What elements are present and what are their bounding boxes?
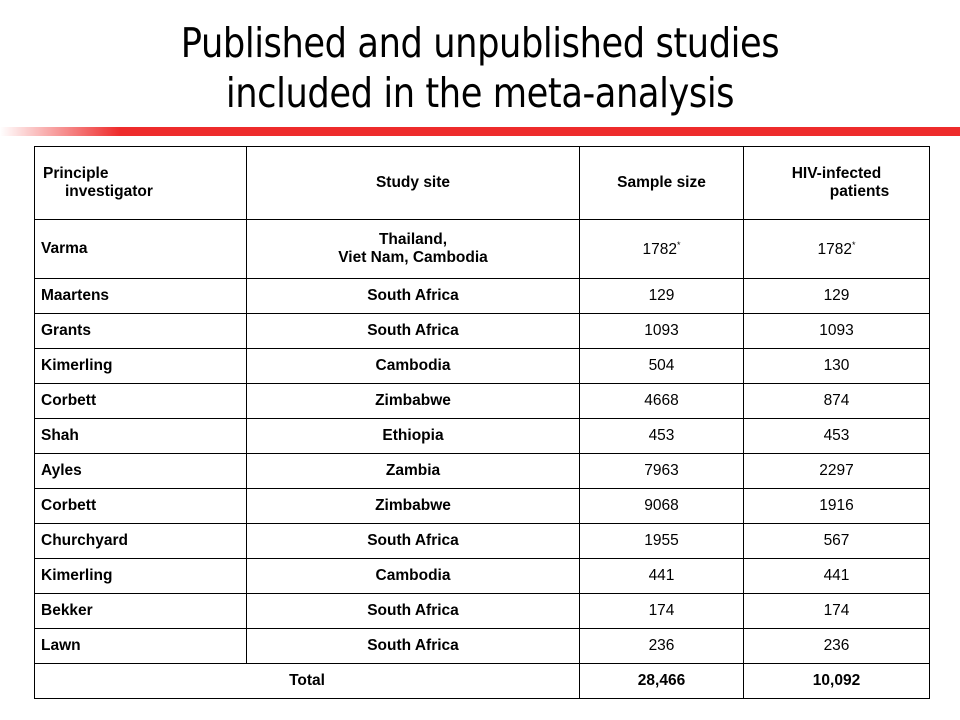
sample-size-cell: 504 — [580, 349, 744, 384]
hiv-patients-value: 1782 — [817, 240, 852, 258]
table-row — [35, 419, 930, 454]
hiv-patients-cell: 441 — [744, 559, 930, 594]
hiv-patients-cell: 453 — [744, 419, 930, 454]
header-investigator-line2: investigator — [65, 183, 153, 200]
sample-size-cell: 129 — [580, 279, 744, 314]
slide-title-line1: Published and unpublished studies — [180, 19, 780, 67]
investigator-cell: Bekker — [35, 594, 247, 629]
sample-size-cell: 7963 — [580, 454, 744, 489]
table-row — [35, 594, 930, 629]
sample-size-cell: 1093 — [580, 314, 744, 349]
investigator-cell: Corbett — [35, 489, 247, 524]
study-site-cell: Zambia — [247, 454, 580, 489]
studies-table — [34, 146, 930, 699]
title-accent-bar — [0, 127, 960, 136]
sample-size-cell: 9068 — [580, 489, 744, 524]
investigator-cell: Churchyard — [35, 524, 247, 559]
total-label: Total — [35, 664, 580, 699]
header-study-site: Study site — [247, 147, 580, 220]
study-site-cell: Ethiopia — [247, 419, 580, 454]
header-hiv-line2: patients — [829, 183, 890, 200]
investigator-cell: Shah — [35, 419, 247, 454]
hiv-patients-cell: 1916 — [744, 489, 930, 524]
sample-size-cell: 174 — [580, 594, 744, 629]
study-site-cell: South Africa — [247, 279, 580, 314]
slide-title-line2: included in the meta-analysis — [225, 69, 735, 117]
investigator-cell: Maartens — [35, 279, 247, 314]
sample-size-cell: 441 — [580, 559, 744, 594]
sample-size-value: 1782 — [642, 240, 677, 258]
study-site-cell — [247, 220, 580, 279]
investigator-cell: Kimerling — [35, 349, 247, 384]
hiv-patients-cell: 130 — [744, 349, 930, 384]
table-row — [35, 629, 930, 664]
table-row — [35, 349, 930, 384]
table-row — [35, 220, 930, 279]
study-site-cell: Cambodia — [247, 559, 580, 594]
investigator-cell: Grants — [35, 314, 247, 349]
investigator-cell: Corbett — [35, 384, 247, 419]
study-site-cell: South Africa — [247, 314, 580, 349]
total-sample-size: 28,466 — [580, 664, 744, 699]
footnote-marker: * — [676, 239, 681, 250]
table-row — [35, 559, 930, 594]
table-total-row — [35, 664, 930, 699]
table-row — [35, 314, 930, 349]
hiv-patients-cell: 1093 — [744, 314, 930, 349]
sample-size-cell: 4668 — [580, 384, 744, 419]
hiv-patients-cell — [744, 220, 930, 279]
sample-size-cell: 1955 — [580, 524, 744, 559]
study-site-cell: South Africa — [247, 594, 580, 629]
header-hiv-line1: HIV-infected — [791, 165, 882, 182]
study-site-cell: South Africa — [247, 629, 580, 664]
study-site-cell: Cambodia — [247, 349, 580, 384]
table-row — [35, 384, 930, 419]
header-investigator-line1: Principle — [43, 165, 109, 182]
study-site-line1: Thailand, — [378, 231, 448, 248]
header-sample-size: Sample size — [580, 147, 744, 220]
study-site-cell: Zimbabwe — [247, 384, 580, 419]
sample-size-cell: 453 — [580, 419, 744, 454]
hiv-patients-cell: 2297 — [744, 454, 930, 489]
investigator-cell: Ayles — [35, 454, 247, 489]
header-investigator — [35, 147, 247, 220]
hiv-patients-cell: 174 — [744, 594, 930, 629]
investigator-cell: Kimerling — [35, 559, 247, 594]
table-row — [35, 489, 930, 524]
hiv-patients-cell: 874 — [744, 384, 930, 419]
investigator-cell: Varma — [35, 220, 247, 279]
hiv-patients-cell: 236 — [744, 629, 930, 664]
study-site-cell: South Africa — [247, 524, 580, 559]
hiv-patients-cell: 129 — [744, 279, 930, 314]
hiv-patients-cell: 567 — [744, 524, 930, 559]
investigator-cell: Lawn — [35, 629, 247, 664]
slide-title — [67, 18, 893, 118]
header-hiv-infected — [744, 147, 930, 220]
sample-size-cell: 236 — [580, 629, 744, 664]
table-header-row — [35, 147, 930, 220]
table-row — [35, 454, 930, 489]
table-row — [35, 524, 930, 559]
table-row — [35, 279, 930, 314]
sample-size-cell — [580, 220, 744, 279]
footnote-marker: * — [851, 239, 856, 250]
total-hiv-patients: 10,092 — [744, 664, 930, 699]
study-site-cell: Zimbabwe — [247, 489, 580, 524]
study-site-line2: Viet Nam, Cambodia — [338, 249, 488, 266]
